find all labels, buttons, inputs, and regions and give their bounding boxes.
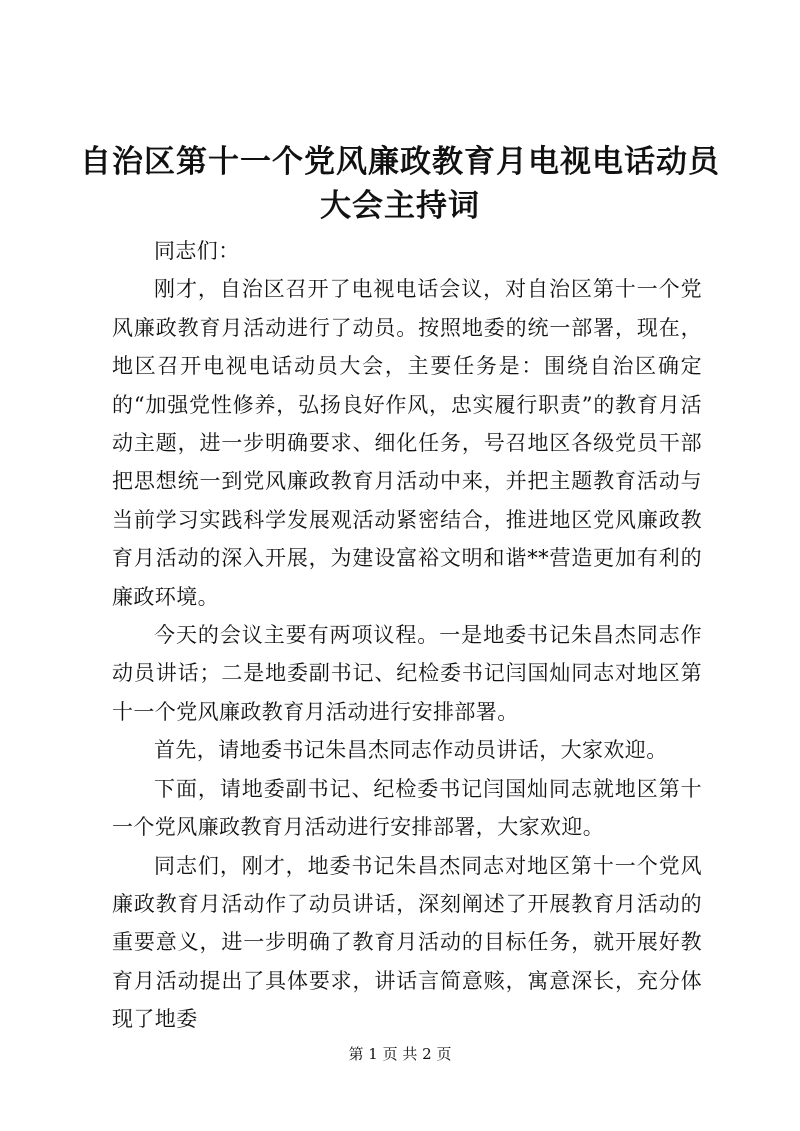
document-body <box>112 232 702 1039</box>
paragraph-1: 刚才，自治区召开了电视电话会议，对自治区第十一个党风廉政教育月活动进行了动员。按照地委的统一部署，现在，地区召开电视电话动员大会，主要任务是：围绕自治区确定的“加强党性修养，弘扬良好作风，忠实履行职责”的教育月活动主题，进一步明确要求、细化任务，号召地区各级党员干部把思想统一到党风廉政教育月活动中来，并把主题教育活动与当前学习实践科学发展观活动紧密结合，推进地区党风廉政教育月活动的深入开展，为建设富裕文明和谐**营造更加有利的廉政环境。 <box>112 277 702 609</box>
paragraph-5: 同志们，刚才，地委书记朱昌杰同志对地区第十一个党风廉政教育月活动作了动员讲话，深刻阐述了开展教育月活动的重要意义，进一步明确了教育月活动的目标任务，就开展好教育月活动提出了具体要求，讲话言简意赅，寓意深长，充分体现了地委 <box>112 853 702 1032</box>
title-line-1: 自治区第十一个党风廉政教育月电视电话动员 <box>80 144 720 180</box>
paragraph-2: 今天的会议主要有两项议程。一是地委书记朱昌杰同志作动员讲话；二是地委副书记、纪检委书记闫国灿同志对地区第十一个党风廉政教育月活动进行安排部署。 <box>112 623 702 724</box>
page-footer: 第 1 页 共 2 页 <box>348 1045 452 1063</box>
salutation: 同志们： <box>154 239 240 263</box>
title-line-2: 大会主持词 <box>320 188 480 224</box>
paragraph-3: 首先，请地委书记朱昌杰同志作动员讲话，大家欢迎。 <box>154 738 668 763</box>
document-title <box>80 140 720 228</box>
paragraph-4: 下面，请地委副书记、纪检委书记闫国灿同志就地区第十一个党风廉政教育月活动进行安排部署，大家欢迎。 <box>112 776 702 840</box>
